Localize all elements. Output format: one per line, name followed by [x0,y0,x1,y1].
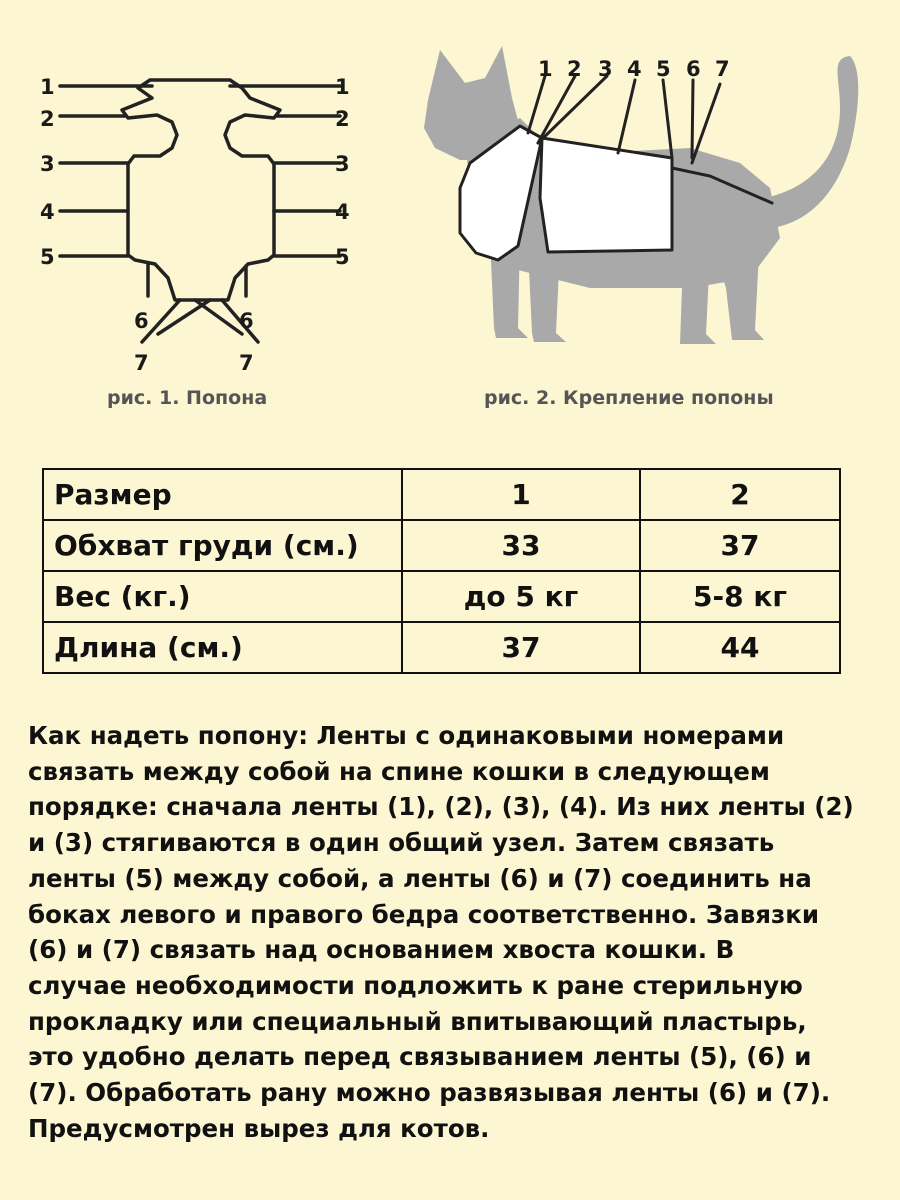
blanket-pattern-drawing [30,60,370,380]
blanket-back-panel [540,138,672,252]
blanket-outline [122,80,280,300]
fig1-left-label: 1 [40,75,55,99]
size-1-value: до 5 кг [402,571,640,622]
size-table [42,468,841,674]
table-row [43,469,840,520]
instruction-line: боках левого и правого бедра соответственно. Завязки [28,899,820,929]
fig1-right-label: 5 [335,245,350,269]
figure2-caption: рис. 2. Крепление попоны [484,387,774,409]
instruction-line: Как надеть попону: Ленты с одинаковыми номерами [28,721,785,750]
fig2-top-label: 5 [656,57,671,81]
instructions-text [28,718,880,1146]
instruction-line: Предусмотрен вырез для котов. [28,1113,490,1143]
fig2-top-label: 6 [686,57,701,81]
instruction-line: порядке: сначала ленты (1), (2), (3), (4). Из них ленты (2) [28,792,854,822]
fig2-top-label: 2 [567,57,582,81]
fig1-right-label: 4 [335,200,350,224]
fig1-left-label: 6 [134,309,149,333]
instruction-line: ленты (5) между собой, а ленты (6) и (7) соединить на [28,863,812,893]
cat-drawing [410,38,880,378]
fig1-right-label: 1 [335,75,350,99]
fig1-left-label: 4 [40,200,55,224]
fig1-right-label: 7 [239,351,254,375]
fig1-right-label: 6 [239,309,254,333]
instruction-line: и (3) стягиваются в один общий узел. Затем связать [28,828,775,858]
table-row [43,520,840,571]
instruction-line: (6) и (7) связать над основанием хвоста кошки. В [28,935,735,965]
size-2-value: 44 [640,622,840,673]
fig1-left-label: 2 [40,107,55,131]
instruction-line: это удобно делать перед связыванием ленты (5), (6) и [28,1042,812,1072]
instruction-line: прокладку или специальный впитывающий пластырь, [28,1006,807,1036]
instruction-line: случае необходимости подложить к ране стерильную [28,970,803,1000]
row-label: Вес (кг.) [43,571,402,622]
table-row [43,622,840,673]
size-2-value: 37 [640,520,840,571]
size-2-value: 5-8 кг [640,571,840,622]
row-label: Длина (см.) [43,622,402,673]
fig1-left-label: 7 [134,351,149,375]
fig2-top-label: 4 [627,57,642,81]
size-1-value: 37 [402,622,640,673]
figure1-caption: рис. 1. Попона [107,387,268,409]
fig1-left-label: 5 [40,245,55,269]
fig1-left-label: 3 [40,152,55,176]
fig1-right-label: 2 [335,107,350,131]
instruction-line: (7). Обработать рану можно развязывая ленты (6) и (7). [28,1078,831,1108]
fig2-top-label: 7 [715,57,730,81]
fig2-top-label: 3 [598,57,613,81]
figure-cat-with-blanket [410,38,880,378]
fig2-top-label: 1 [538,57,553,81]
fig1-right-label: 3 [335,152,350,176]
row-label: Обхват груди (см.) [43,520,402,571]
size-1-value: 1 [402,469,640,520]
table-row [43,571,840,622]
size-1-value: 33 [402,520,640,571]
size-2-value: 2 [640,469,840,520]
instruction-line: связать между собой на спине кошки в следующем [28,756,770,786]
figure-blanket-pattern [30,60,370,380]
row-label: Размер [43,469,402,520]
